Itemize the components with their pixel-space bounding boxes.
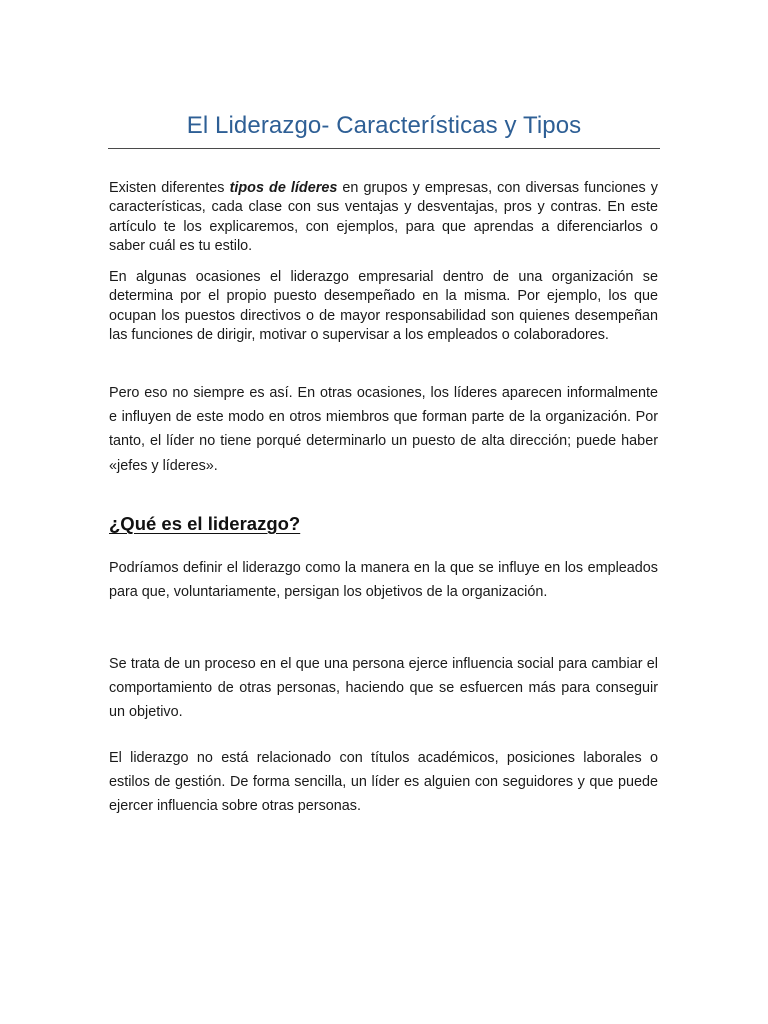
intro-text-end: en grupos y empresas, con diversas funciones y características, cada clase con sus ventajas y desventajas, pros y contras. En este artículo te los explicaremos, con ejemplos, para que aprendas a diferenciarlos o saber cuál es tu estilo. <box>109 180 659 254</box>
paragraph-social-influence: Se trata de un proceso en el que una persona ejerce influencia social para cambiar el comportamiento de otras personas, haciendo que se esfuercen más para conseguir un objetivo. <box>109 656 658 721</box>
document-title: El Liderazgo- Características y Tipos <box>186 112 582 139</box>
intro-paragraph <box>109 179 658 256</box>
paragraph-organizational-leadership: En algunas ocasiones el liderazgo empresarial dentro de una organización se determina por el propio puesto desempeñado en la misma. Por ejemplo, los que ocupan los puestos directivos o de mayor responsabilidad son quienes desempeñan las funciones de dirigir, motivar o supervisar a los empleados o colaboradores. <box>109 269 658 343</box>
paragraph-definition: Podríamos definir el liderazgo como la manera en la que se influye en los empleados para que, voluntariamente, persigan los objetivos de la organización. <box>109 560 658 601</box>
paragraph-leader-followers: El liderazgo no está relacionado con títulos académicos, posiciones laborales o estilos de gestión. De forma sencilla, un líder es alguien con seguidores y que puede ejercer influencia sobre otras personas. <box>109 750 658 815</box>
title-underline-rule <box>108 148 660 149</box>
paragraph-informal-leaders: Pero eso no siempre es así. En otras ocasiones, los líderes aparecen informalmente e influyen de este modo en otros miembros que forman parte de la organización. Por tanto, el líder no tiene porqué determinarlo un puesto de alta dirección; puede haber «jefes y líderes». <box>109 385 658 474</box>
intro-emphasis: tipos de líderes <box>229 180 338 196</box>
section-heading-what-is-leadership: ¿Qué es el liderazgo? <box>109 513 301 534</box>
intro-text-start: Existen diferentes <box>109 180 230 196</box>
